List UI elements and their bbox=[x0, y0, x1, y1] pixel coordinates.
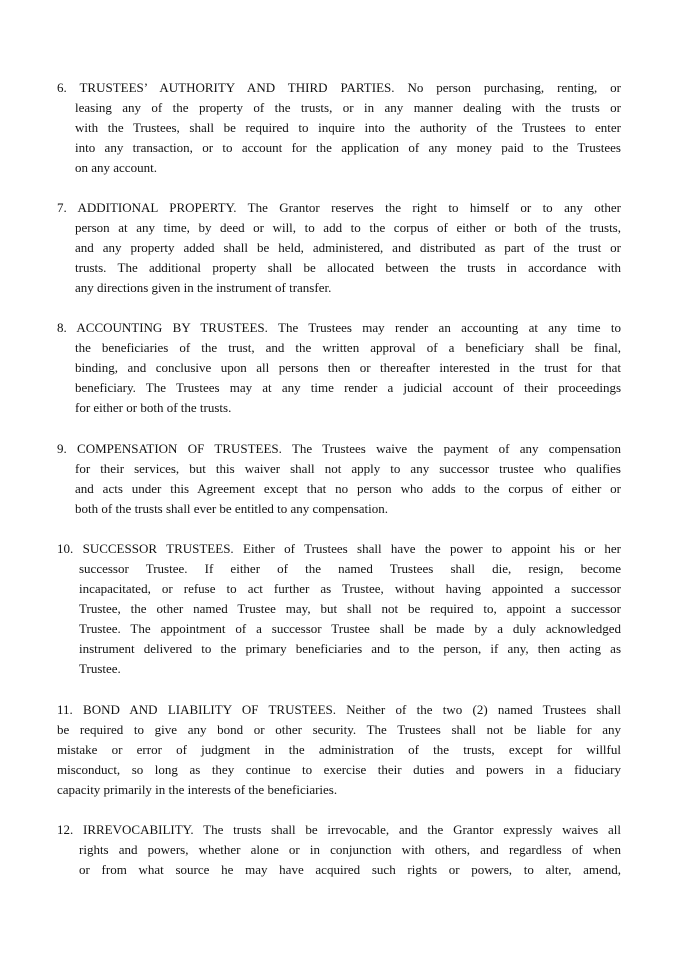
text-line: 9. COMPENSATION OF TRUSTEES. The Trustees waive the payment of any compensation bbox=[57, 441, 621, 456]
text-line: 12. IRREVOCABILITY. The trusts shall be irrevocable, and the Grantor expressly waives all bbox=[57, 822, 621, 837]
text-line: Trustee. The appointment of a successor Trustee shall be made by a duly acknowledged bbox=[79, 621, 621, 636]
section-10-successor-trustees bbox=[57, 539, 621, 679]
text-line: be required to give any bond or other security. The Trustees shall not be liable for any bbox=[57, 722, 621, 737]
text-line: beneficiary. The Trustees may at any time render a judicial account of their proceedings bbox=[75, 380, 621, 395]
text-line: the beneficiaries of the trust, and the written approval of a beneficiary shall be final, bbox=[75, 340, 621, 355]
section-12-irrevocability bbox=[57, 820, 621, 880]
text-line: person at any time, by deed or will, to add to the corpus of either or both of the trusts, bbox=[75, 220, 621, 235]
text-line: misconduct, so long as they continue to exercise their duties and powers in a fiduciary bbox=[57, 762, 621, 777]
text-line: mistake or error of judgment in the administration of the trusts, except for willful bbox=[57, 742, 621, 757]
text-line: instrument delivered to the primary beneficiaries and to the person, if any, then acting as bbox=[79, 641, 621, 656]
text-line: trusts. The additional property shall be allocated between the trusts in accordance with bbox=[75, 260, 621, 275]
text-line: any directions given in the instrument of transfer. bbox=[75, 280, 332, 295]
text-line: both of the trusts shall ever be entitled to any compensation. bbox=[75, 501, 389, 516]
text-line: successor Trustee. If either of the named Trustees shall die, resign, become bbox=[79, 561, 621, 576]
text-line: capacity primarily in the interests of the beneficiaries. bbox=[57, 782, 338, 797]
section-11-bond-liability bbox=[57, 700, 621, 800]
text-line: binding, and conclusive upon all persons then or thereafter interested in the trust for that bbox=[75, 360, 621, 375]
text-line: incapacitated, or refuse to act further as Trustee, without having appointed a successor bbox=[79, 581, 621, 596]
text-line: 6. TRUSTEES’ AUTHORITY AND THIRD PARTIES. No person purchasing, renting, or bbox=[57, 80, 621, 95]
text-line: leasing any of the property of the trusts, or in any manner dealing with the trusts or bbox=[75, 100, 621, 115]
text-line: 7. ADDITIONAL PROPERTY. The Grantor reserves the right to himself or to any other bbox=[57, 200, 621, 215]
text-line: 8. ACCOUNTING BY TRUSTEES. The Trustees may render an accounting at any time to bbox=[57, 320, 621, 335]
text-line: 10. SUCCESSOR TRUSTEES. Either of Trustees shall have the power to appoint his or her bbox=[57, 541, 621, 556]
text-line: Trustee. bbox=[79, 661, 121, 676]
text-line: into any transaction, or to account for the application of any money paid to the Trustees bbox=[75, 140, 621, 155]
text-line: for either or both of the trusts. bbox=[75, 400, 232, 415]
text-line: or from what source he may have acquired such rights or powers, to alter, amend, bbox=[79, 862, 621, 877]
text-line: Trustee, the other named Trustee may, but shall not be required to, appoint a successor bbox=[79, 601, 621, 616]
text-line: 11. BOND AND LIABILITY OF TRUSTEES. Neither of the two (2) named Trustees shall bbox=[57, 702, 621, 717]
text-line: with the Trustees, shall be required to inquire into the authority of the Trustees to enter bbox=[75, 120, 621, 135]
text-line: on any account. bbox=[75, 160, 157, 175]
text-line: for their services, but this waiver shall not apply to any successor trustee who qualifies bbox=[75, 461, 621, 476]
text-line: and acts under this Agreement except that no person who adds to the corpus of either or bbox=[75, 481, 621, 496]
section-7-additional-property bbox=[57, 198, 621, 298]
text-line: rights and powers, whether alone or in conjunction with others, and regardless of when bbox=[79, 842, 621, 857]
section-8-accounting bbox=[57, 318, 621, 418]
section-6-trustees-authority bbox=[57, 78, 621, 178]
section-9-compensation bbox=[57, 439, 621, 519]
text-line: and any property added shall be held, administered, and distributed as part of the trust or bbox=[75, 240, 621, 255]
